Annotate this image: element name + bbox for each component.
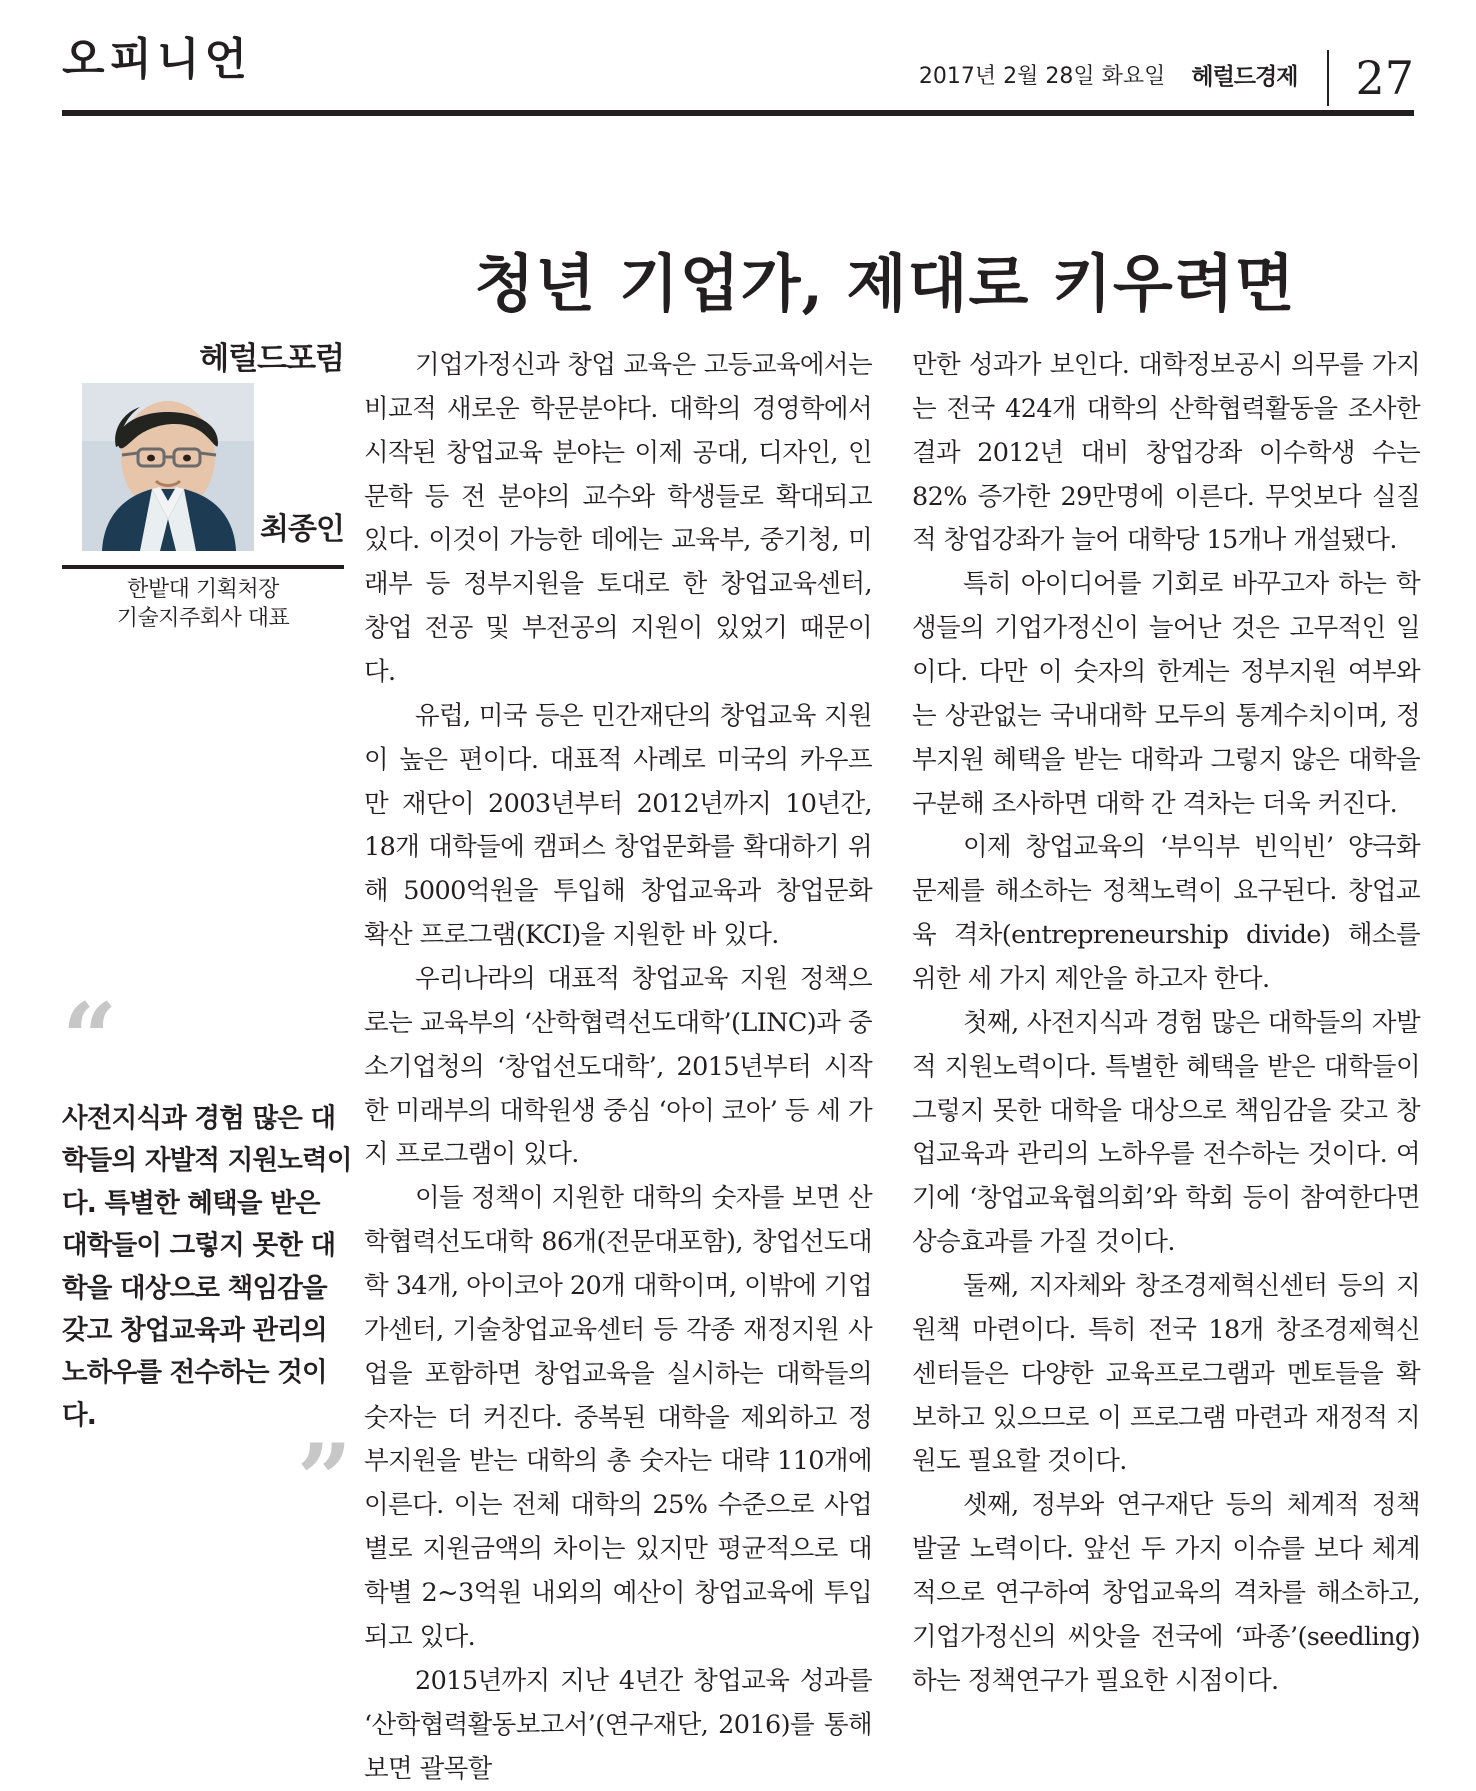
section-title: 오피니언 — [62, 34, 253, 85]
article-paragraph: 특히 아이디어를 기회로 바꾸고자 하는 학생들의 기업가정신이 늘어난 것은 고무적인 일이다. 다만 이 숫자의 한계는 정부지원 여부와는 상관없는 국내대학 모두의 통계수치이며, 정부지원 혜택을 받는 대학과 그렇지 않은 대학을 구분해 조사하면 대학 간 격차는 더욱 커진다. — [912, 569, 1420, 819]
article-paragraph: 유럽, 미국 등은 민간재단의 창업교육 지원이 높은 편이다. 대표적 사례로 미국의 카우프만 재단이 2003년부터 2012년까지 10년간, 18개 대학들에 캠퍼스 창업문화를 확대하기 위해 5000억원을 투입해 창업교육과 창업문화 확산 프로그램(KCI)을 지원한 바 있다. — [364, 700, 872, 951]
author-affiliation — [62, 575, 344, 633]
article-column-1 — [364, 344, 872, 1791]
vertical-divider — [1327, 50, 1329, 106]
pull-quote-text: 사전지식과 경험 많은 대학들의 자발적 지원노력이다. 특별한 혜택을 받은 대학들이 그렇지 못한 대학을 대상으로 책임감을 갖고 창업교육과 관리의 노하우를 전수하는 것이다. — [62, 1103, 352, 1431]
header-rule — [62, 110, 1414, 116]
article-paragraph: 이들 정책이 지원한 대학의 숫자를 보면 산학협력선도대학 86개(전문대포함), 창업선도대학 34개, 아이코아 20개 대학이며, 이밖에 기업가센터, 기술창업교육센터 등 각종 재정지원 사업을 포함하면 창업교육을 실시하는 대학들의 숫자는 더 커진다. 중복된 대학을 제외하고 정부지원을 받는 대학의 총 숫자는 대략 110개에 이른다. 이는 전체 대학의 25% 수준으로 사업별로 지원금액의 차이는 있지만 평균적으로 대학별 2~3억원 내외의 예산이 창업교육에 투입되고 있다. — [364, 1183, 872, 1652]
publication-date: 2017년 2월 28일 화요일 — [918, 63, 1166, 89]
page-number: 27 — [1355, 51, 1414, 105]
article-paragraph: 만한 성과가 보인다. 대학정보공시 의무를 가지는 전국 424개 대학의 산학협력활동을 조사한 결과 2012년 대비 창업강좌 이수학생 수는 82% 증가한 29만명에 이른다. 무엇보다 실질적 창업강좌가 늘어 대학당 15개나 개설됐다. — [912, 350, 1420, 556]
article-paragraph: 2015년까지 지난 4년간 창업교육 성과를 ‘산학협력활동보고서’(연구재단, 2016)를 통해 보면 괄목할 — [364, 1665, 872, 1784]
masthead-meta — [918, 46, 1414, 105]
author-portrait — [82, 383, 254, 551]
author-affiliation-line-1: 한밭대 기획처장 — [127, 577, 279, 602]
masthead — [62, 36, 1414, 112]
author-affiliation-line-2: 기술지주회사 대표 — [116, 606, 290, 632]
article-column-2 — [912, 344, 1420, 1704]
pull-quote — [62, 982, 352, 1537]
article-paragraph: 기업가정신과 창업 교육은 고등교육에서는 비교적 새로운 학문분야다. 대학의 경영학에서 시작된 창업교육 분야는 이제 공대, 디자인, 인문학 등 전 분야의 교수와 학생들로 확대되고 있다. 이것이 가능한 데에는 교육부, 중기청, 미래부 등 정부지원을 토대로 한 창업교육센터, 창업 전공 및 부전공의 지원이 있었기 때문이다. — [364, 350, 872, 688]
author-name: 최종인 — [260, 512, 344, 547]
forum-label: 헤럴드포럼 — [199, 341, 344, 377]
publication-name: 헤럴드경제 — [1191, 63, 1298, 90]
author-block — [62, 383, 344, 563]
article-paragraph: 이제 창업교육의 ‘부익부 빈익빈’ 양극화 문제를 해소하는 정책노력이 요구된다. 창업교육 격차(entrepreneurship divide) 해소를 위한 세 가지 제안을 하고자 한다. — [912, 832, 1420, 995]
byline-rail — [62, 341, 344, 633]
quote-close-icon: ” — [296, 1423, 352, 1537]
article-paragraph: 셋째, 정부와 연구재단 등의 체계적 정책 발굴 노력이다. 앞선 두 가지 이슈를 보다 체계적으로 연구하여 창업교육의 격차를 해소하고, 기업가정신의 씨앗을 전국에 ‘파종’(seedling)하는 정책연구가 필요한 시점이다. — [912, 1490, 1420, 1696]
quote-open-icon: “ — [62, 982, 118, 1095]
article-paragraph: 둘째, 지자체와 창조경제혁신센터 등의 지원책 마련이다. 특히 전국 18개 창조경제혁신센터들은 다양한 교육프로그램과 멘토들을 확보하고 있으므로 이 프로그램 마련과 재정적 지원도 필요할 것이다. — [912, 1271, 1420, 1477]
article-headline: 청년 기업가, 제대로 키우려면 — [474, 246, 1296, 320]
article-paragraph: 첫째, 사전지식과 경험 많은 대학들의 자발적 지원노력이다. 특별한 혜택을 받은 대학들이 그렇지 못한 대학을 대상으로 책임감을 갖고 창업교육과 관리의 노하우를 전수하는 것이다. 여기에 ‘창업교육협의회’와 학회 등이 참여한다면 상승효과를 가질 것이다. — [912, 1007, 1420, 1258]
article-paragraph: 우리나라의 대표적 창업교육 지원 정책으로는 교육부의 ‘산학협력선도대학’(LINC)과 중소기업청의 ‘창업선도대학’, 2015년부터 시작한 미래부의 대학원생 중심 ‘아이 코아’ 등 세 가지 프로그램이 있다. — [364, 964, 872, 1170]
author-rule — [62, 565, 344, 569]
